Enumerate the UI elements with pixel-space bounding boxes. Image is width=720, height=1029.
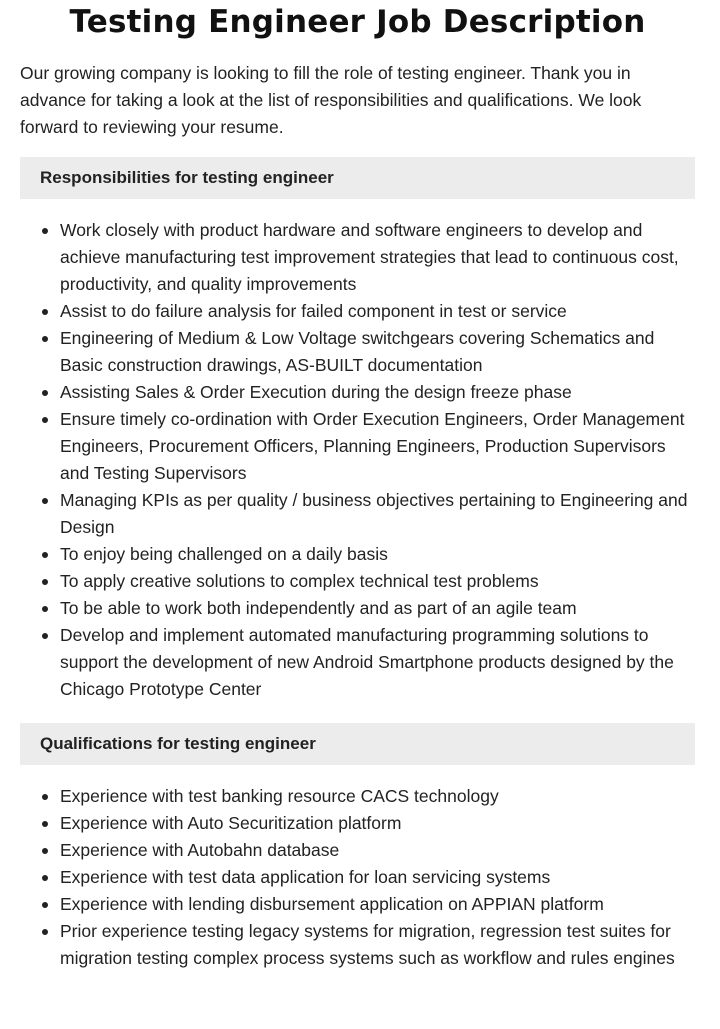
list-item: Experience with Autobahn database: [60, 837, 695, 864]
qualifications-header: [20, 723, 695, 765]
qualifications-list: [20, 783, 695, 972]
list-item: Ensure timely co-ordination with Order Execution Engineers, Order Management Engineers, Procurement Officers, Planning Engineers, Production Supervisors and Testing Supervisors: [60, 406, 695, 487]
list-item: Engineering of Medium & Low Voltage switchgears covering Schematics and Basic construction drawings, AS-BUILT documentation: [60, 325, 695, 379]
responsibilities-list: [20, 217, 695, 703]
qualifications-heading: Qualifications for testing engineer: [40, 734, 316, 753]
list-item: To be able to work both independently and as part of an agile team: [60, 595, 695, 622]
responsibilities-heading: Responsibilities for testing engineer: [40, 168, 334, 187]
page-title: Testing Engineer Job Description: [69, 4, 646, 40]
responsibilities-header: [20, 157, 695, 199]
list-item: Develop and implement automated manufacturing programming solutions to support the development of new Android Smartphone products designed by the Chicago Prototype Center: [60, 622, 695, 703]
list-item: Experience with lending disbursement application on APPIAN platform: [60, 891, 695, 918]
list-item: Assist to do failure analysis for failed component in test or service: [60, 298, 695, 325]
list-item: Experience with Auto Securitization platform: [60, 810, 695, 837]
list-item: To apply creative solutions to complex technical test problems: [60, 568, 695, 595]
intro-paragraph: Our growing company is looking to fill the role of testing engineer. Thank you in advance for taking a look at the list of responsibilities and qualifications. We look forward to reviewing your resume.: [20, 63, 642, 137]
list-item: Work closely with product hardware and software engineers to develop and achieve manufacturing test improvement strategies that lead to continuous cost, productivity, and quality improvements: [60, 217, 695, 298]
list-item: Prior experience testing legacy systems for migration, regression test suites for migration testing complex process systems such as workflow and rules engines: [60, 918, 695, 972]
list-item: To enjoy being challenged on a daily basis: [60, 541, 695, 568]
list-item: Experience with test banking resource CACS technology: [60, 783, 695, 810]
list-item: Experience with test data application for loan servicing systems: [60, 864, 695, 891]
list-item: Managing KPIs as per quality / business objectives pertaining to Engineering and Design: [60, 487, 695, 541]
list-item: Assisting Sales & Order Execution during the design freeze phase: [60, 379, 695, 406]
